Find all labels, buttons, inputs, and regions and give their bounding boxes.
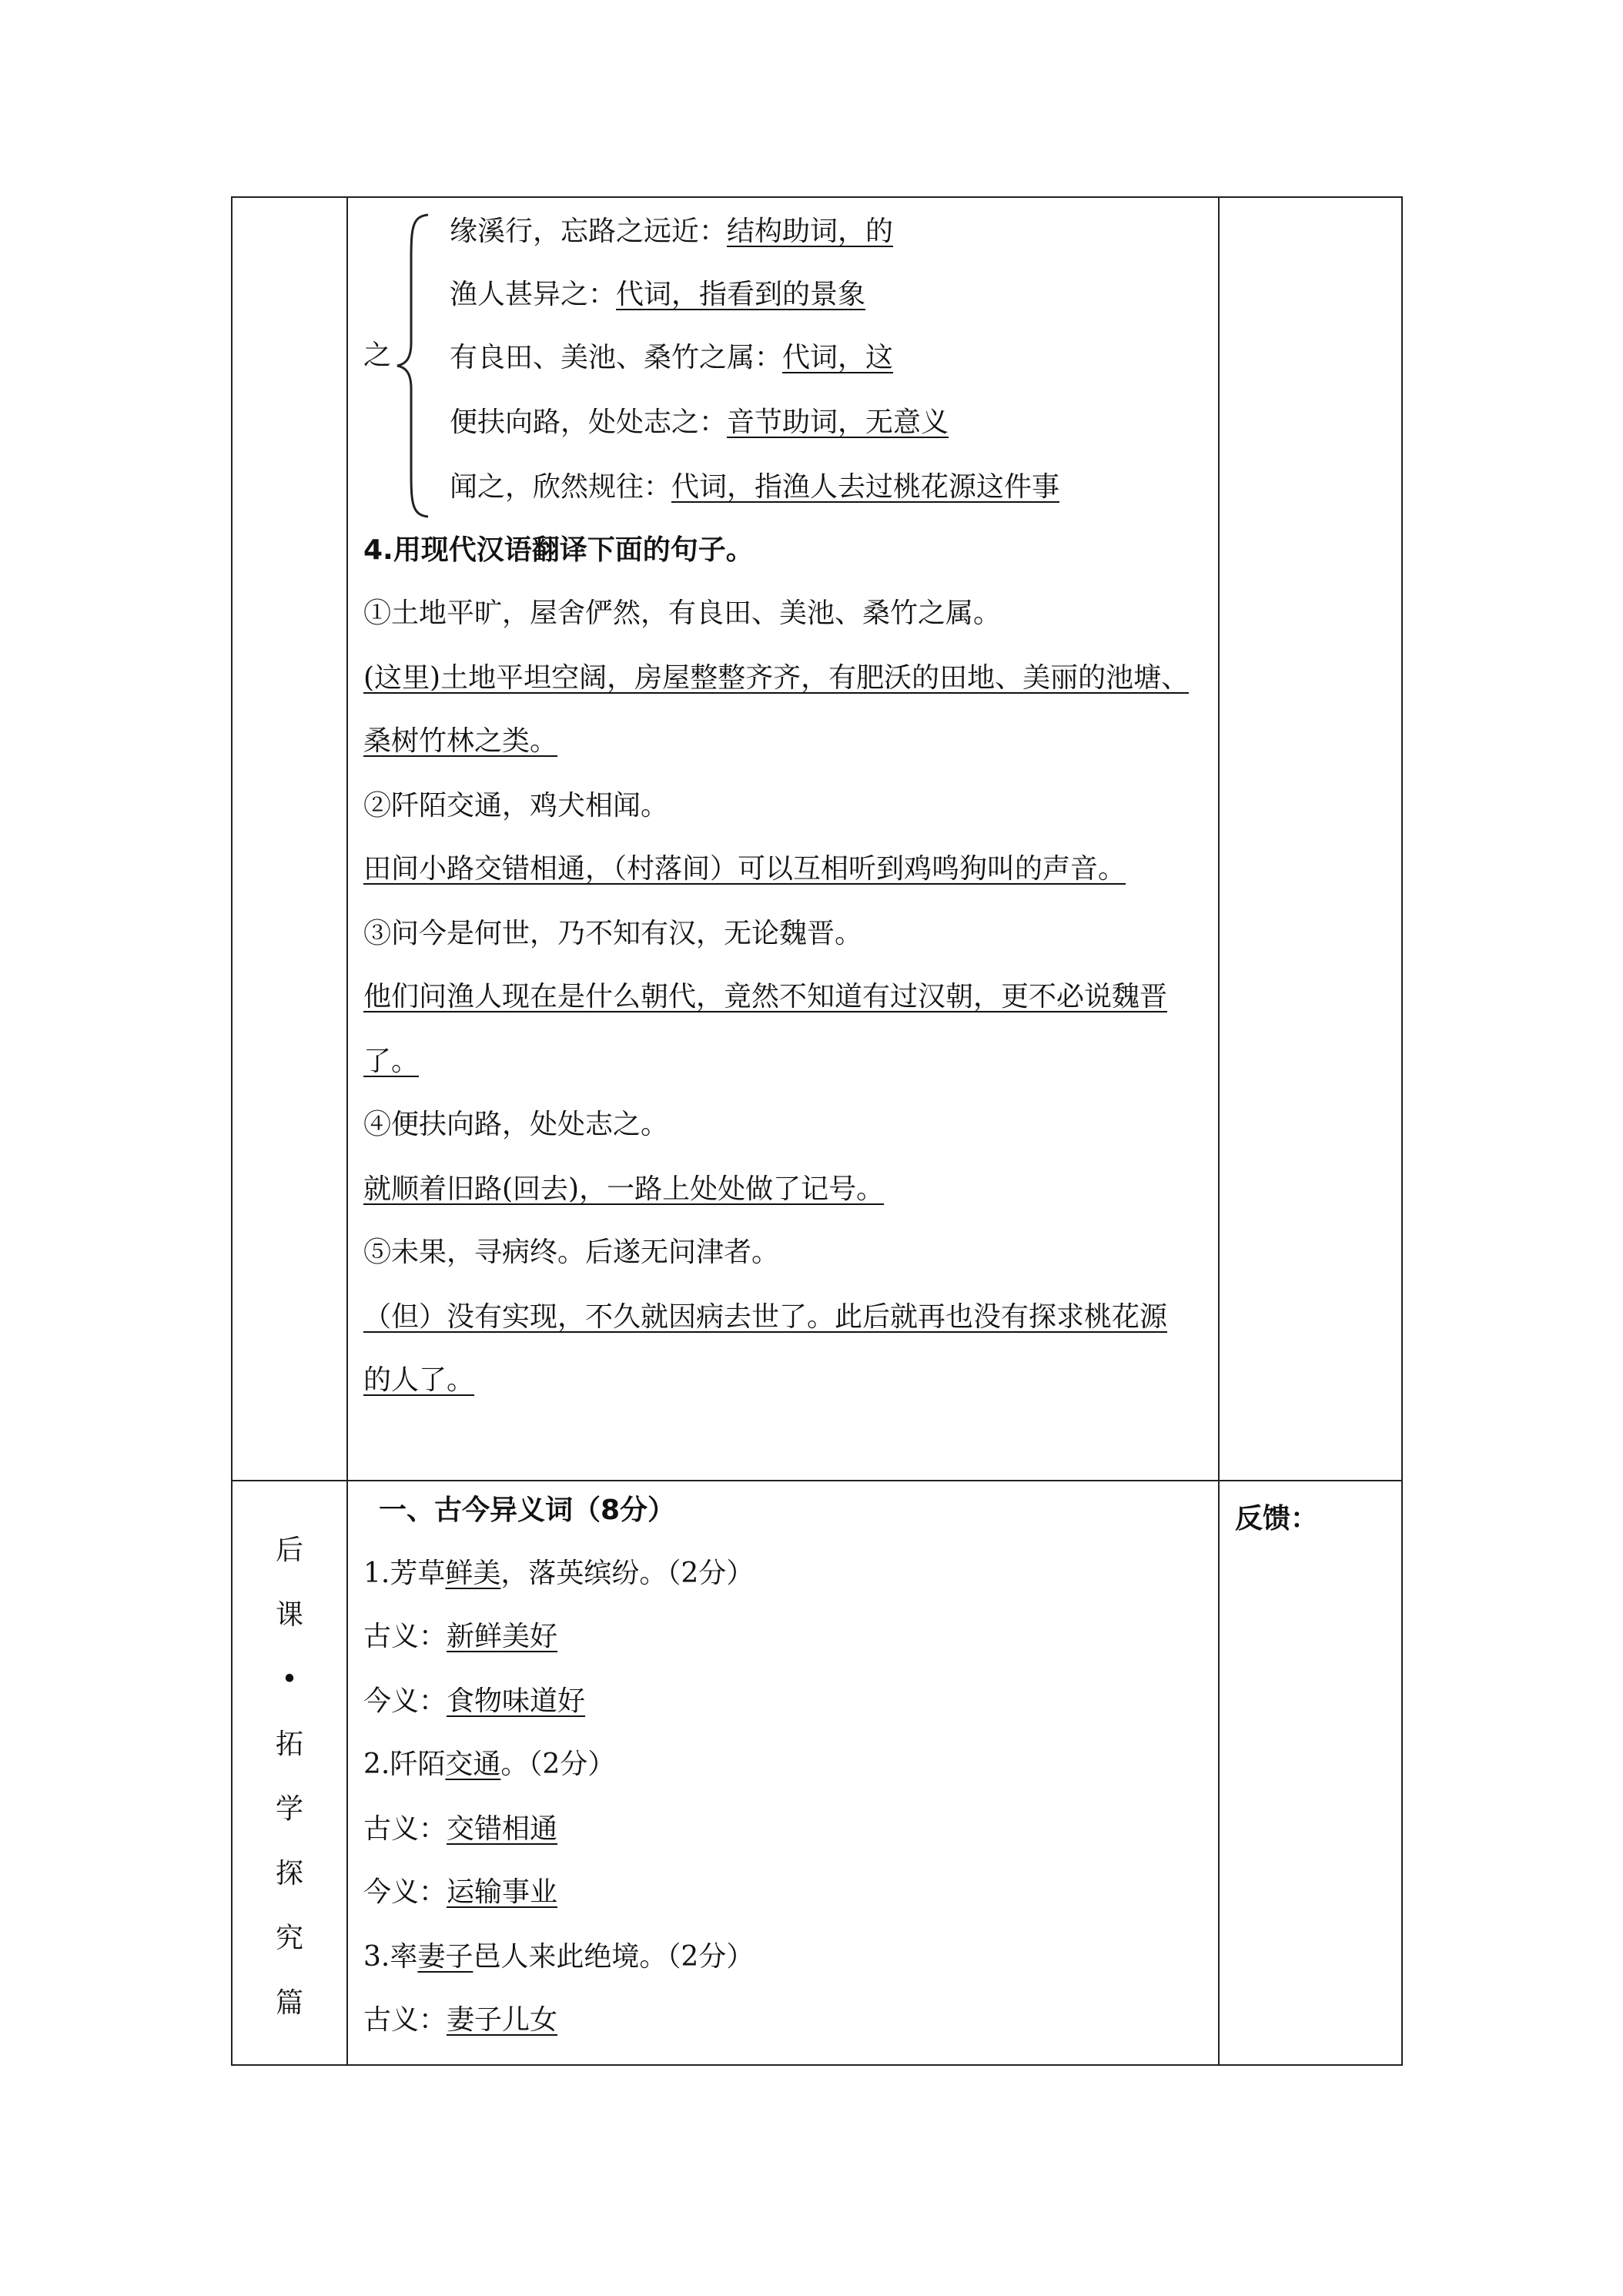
modern-meaning: 食物味道好 <box>447 1685 586 1717</box>
translation-question: ⑤未果，寻病终。后遂无问津者。 <box>363 1237 780 1268</box>
zhi-sentence: 有良田、美池、桑竹之属： <box>450 342 783 373</box>
zhi-item <box>450 406 949 440</box>
question-text: 邑人来此绝境。（2分） <box>473 1941 755 1973</box>
zhi-answer: 代词，这 <box>782 342 894 373</box>
modern-meaning: 运输事业 <box>447 1876 558 1908</box>
translation-question: ②阡陌交通，鸡犬相闻。 <box>363 790 669 822</box>
section-label-char: 学 <box>275 1793 303 1825</box>
ancient-meaning: 交错相通 <box>447 1813 558 1845</box>
translation-answer: 就顺着旧路(回去)，一路上处处做了记号。 <box>363 1173 885 1205</box>
zhi-answer: 音节助词，无意义 <box>727 407 949 438</box>
modern-meaning-row <box>363 1876 557 1909</box>
feedback-label: 反馈： <box>1235 1503 1319 1535</box>
table-row <box>232 197 1402 1481</box>
key-word: 妻子 <box>417 1941 474 1973</box>
translation-answer: （但）没有实现，不久就因病去世了。此后就再也没有探求桃花源 <box>363 1301 1168 1333</box>
section-label-char: 究 <box>275 1923 303 1954</box>
translation-answer: 田间小路交错相通，（村落间）可以互相听到鸡鸣狗叫的声音。 <box>363 853 1126 885</box>
modern-label: 今义： <box>363 1876 447 1908</box>
translation-question: ③问今是何世，乃不知有汉，无论魏晋。 <box>363 918 863 949</box>
question-text: 3.率 <box>363 1941 418 1973</box>
section-label-char: 拓 <box>275 1729 303 1760</box>
section-label-char: 篇 <box>275 1987 303 2019</box>
ancient-modern-heading: 一、古今异义词（8分） <box>379 1494 676 1526</box>
question-2 <box>363 1748 615 1782</box>
zhi-item <box>450 278 865 312</box>
section-label-char: 探 <box>275 1858 303 1889</box>
ancient-meaning-row <box>363 1620 557 1654</box>
modern-meaning-row <box>363 1685 613 1719</box>
feedback-cell <box>1219 1481 1402 2065</box>
question-text: 2.阡陌 <box>363 1749 446 1780</box>
zhi-item <box>450 341 893 375</box>
translation-answer: 他们问渔人现在是什么朝代，竟然不知道有过汉朝，更不必说魏晋 <box>363 981 1168 1012</box>
zhi-item <box>450 215 893 249</box>
zhi-sentence: 闻之，欣然规往： <box>450 471 672 503</box>
ancient-meaning: 新鲜美好 <box>447 1621 558 1652</box>
question-text: ，落英缤纷。（2分） <box>500 1558 755 1589</box>
translation-question: ①土地平旷，屋舍俨然，有良田、美池、桑竹之属。 <box>363 597 1002 629</box>
zhi-answer: 代词，指渔人去过桃花源这件事 <box>671 471 1060 503</box>
zhi-answer: 结构助词，的 <box>727 216 894 247</box>
section-label-char: 后 <box>275 1535 303 1566</box>
right-cell-empty <box>1219 197 1402 1481</box>
ancient-meaning-row <box>363 2003 557 2037</box>
translation-question: ④便扶向路，处处志之。 <box>363 1109 669 1140</box>
zhi-item <box>450 470 1059 504</box>
section-label-char: 课 <box>275 1599 303 1631</box>
zhi-answer: 代词，指看到的景象 <box>616 279 866 310</box>
question-3 <box>363 1940 754 1974</box>
translation-heading: 4.用现代汉语翻译下面的句子。 <box>363 534 754 566</box>
translation-answer: 的人了。 <box>363 1364 475 1396</box>
question-text: 1.芳草 <box>363 1558 446 1589</box>
ancient-meaning-row <box>363 1812 557 1846</box>
ancient-label: 古义： <box>363 1813 447 1845</box>
ancient-label: 古义： <box>363 1621 447 1652</box>
key-word: 鲜美 <box>445 1558 501 1589</box>
modern-label: 今义： <box>363 1685 447 1717</box>
ancient-label: 古义： <box>363 2004 447 2036</box>
zhi-label: 之 <box>363 340 392 371</box>
key-word: 交通 <box>445 1749 501 1780</box>
curly-brace-icon <box>394 212 433 520</box>
zhi-sentence: 渔人甚异之： <box>450 279 617 310</box>
ancient-modern-cell <box>347 1481 1219 2065</box>
translation-answer: (这里)土地平坦空阔，房屋整整齐齐，有肥沃的田地、美丽的池塘、 <box>363 662 1190 694</box>
zhi-sentence: 缘溪行，忘路之远近： <box>450 216 728 247</box>
section-label-cell <box>232 1481 347 2065</box>
question-text: 。（2分） <box>500 1749 616 1780</box>
left-cell-empty <box>232 197 347 1481</box>
question-1 <box>363 1557 754 1591</box>
worksheet-table <box>231 196 1403 2066</box>
table-row <box>232 1481 1402 2065</box>
exercise-cell <box>347 197 1219 1481</box>
section-label <box>233 1481 346 2051</box>
translation-answer: 桑树竹林之类。 <box>363 725 558 757</box>
zhi-sentence: 便扶向路，处处志之： <box>450 407 728 438</box>
translation-answer: 了。 <box>363 1046 420 1077</box>
section-label-char: • <box>281 1664 298 1695</box>
ancient-meaning: 妻子儿女 <box>447 2004 558 2036</box>
